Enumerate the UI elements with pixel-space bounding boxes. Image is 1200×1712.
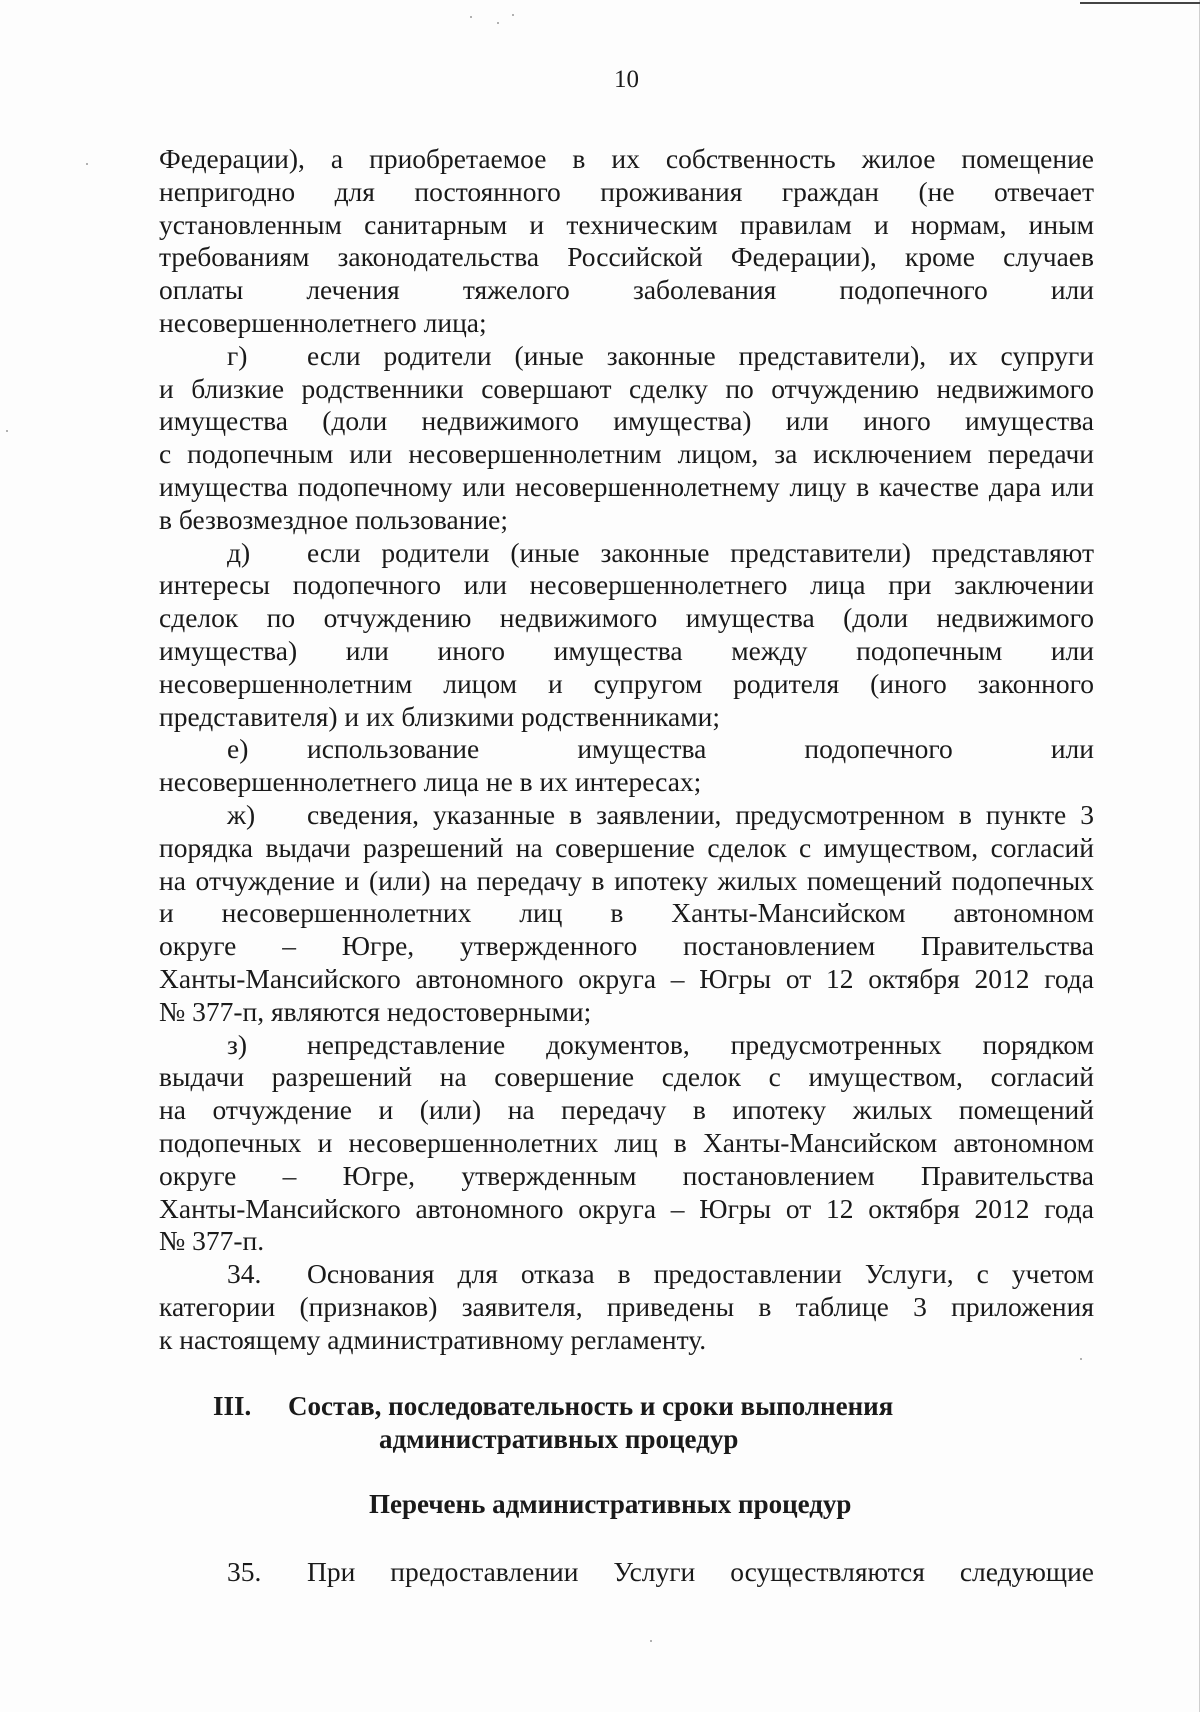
text-line <box>159 1160 1094 1193</box>
text-line <box>159 307 1094 340</box>
text-line <box>159 209 1094 242</box>
text-line <box>159 799 1094 832</box>
text-line <box>159 996 1094 1029</box>
item-marker: 35. <box>227 1556 262 1587</box>
line-text: имущества (доли недвижимого имущества) или иного имущества <box>159 405 1094 437</box>
item-marker: е) <box>227 733 249 765</box>
line-text: Ханты-Мансийского автономного округа – Югры от 12 октября 2012 года <box>159 962 1094 994</box>
line-text: требованиям законодательства Российской Федерации), кроме случаев <box>159 241 1094 273</box>
line-text: интересы подопечного или несовершеннолетнего лица при заключении <box>159 569 1094 601</box>
scan-speck <box>1080 1358 1082 1360</box>
text-line <box>159 733 1094 766</box>
text-line <box>159 930 1094 963</box>
line-text: Федерации), а приобретаемое в их собственность жилое помещение <box>159 143 1094 174</box>
page-number: 10 <box>614 66 639 93</box>
section-number: III. <box>213 1391 252 1421</box>
text-line <box>159 897 1094 930</box>
scan-speck <box>497 22 499 24</box>
text-line <box>159 865 1094 898</box>
line-text: При предоставлении Услуги осуществляются следующие <box>307 1556 1094 1587</box>
text-line <box>159 241 1094 274</box>
text-line <box>159 537 1094 570</box>
subsection-title: Перечень административных процедур <box>369 1489 852 1519</box>
text-line <box>159 1127 1094 1160</box>
text-line <box>159 635 1094 668</box>
item-marker: ж) <box>227 798 256 830</box>
line-text: на отчуждение и (или) на передачу в ипотеку жилых помещений подопечных <box>159 864 1094 896</box>
body-text <box>159 143 1094 1356</box>
line-text: и несовершеннолетних лиц в Ханты-Мансийском автономном <box>159 897 1094 929</box>
item-marker: г) <box>227 339 248 371</box>
scan-speck <box>6 430 8 432</box>
line-text: выдачи разрешений на совершение сделок с имуществом, согласий <box>159 1061 1094 1093</box>
scan-speck <box>470 16 472 18</box>
line-text: имущества) или иного имущества между подопечным или <box>159 634 1094 666</box>
line-text: сделок по отчуждению недвижимого имущества (доли недвижимого <box>159 602 1094 634</box>
line-text: на отчуждение и (или) на передачу в ипотеку жилых помещений <box>159 1094 1094 1126</box>
line-text: имущества подопечному или несовершеннолетнему лицу в качестве дара или <box>159 470 1094 502</box>
line-text: непредставление документов, предусмотренных порядком <box>307 1028 1094 1060</box>
line-text: установленным санитарным и техническим правилам и нормам, иным <box>159 208 1094 240</box>
text-line <box>159 832 1094 865</box>
line-text: к настоящему административному регламенту. <box>159 1323 707 1355</box>
text-line <box>159 1556 1094 1589</box>
text-line <box>159 1029 1094 1062</box>
text-line <box>159 569 1094 602</box>
text-line <box>159 1225 1094 1258</box>
line-text: использование имущества подопечного или <box>307 733 1094 765</box>
line-text: и близкие родственники совершают сделку по отчуждению недвижимого <box>159 372 1094 404</box>
text-line <box>159 373 1094 406</box>
text-line <box>159 340 1094 373</box>
text-line <box>159 1291 1094 1324</box>
line-text: представителя) и их близкими родственниками; <box>159 700 721 732</box>
line-text: если родители (иные законные представители), их супруги <box>307 339 1094 371</box>
text-line <box>159 274 1094 307</box>
line-text: Основания для отказа в предоставлении Услуги, с учетом <box>307 1258 1094 1290</box>
text-line <box>159 1324 1094 1357</box>
line-text: подопечных и несовершеннолетних лиц в Ханты-Мансийском автономном <box>159 1126 1094 1158</box>
line-text: № 377-п. <box>159 1225 265 1257</box>
item-marker: 34. <box>227 1258 262 1290</box>
line-text: непригодно для постоянного проживания граждан (не отвечает <box>159 175 1094 207</box>
text-line <box>159 1061 1094 1094</box>
line-text: несовершеннолетнего лица; <box>159 306 487 338</box>
scan-top-line <box>1080 2 1200 4</box>
section-title-line-1: Состав, последовательность и сроки выполнения <box>288 1391 894 1421</box>
line-text: с подопечным или несовершеннолетним лицом, за исключением передачи <box>159 438 1094 470</box>
text-line <box>159 1193 1094 1226</box>
line-text: категории (признаков) заявителя, приведены в таблице 3 приложения <box>159 1290 1094 1322</box>
line-text: несовершеннолетнего лица не в их интересах; <box>159 766 702 798</box>
line-text: оплаты лечения тяжелого заболевания подопечного или <box>159 274 1094 306</box>
scan-speck <box>86 163 88 165</box>
text-line <box>159 1094 1094 1127</box>
text-line <box>159 1258 1094 1291</box>
line-text: порядка выдачи разрешений на совершение сделок с имуществом, согласий <box>159 831 1094 863</box>
text-line <box>159 701 1094 734</box>
scan-speck <box>650 1640 652 1642</box>
text-line <box>159 471 1094 504</box>
section-title-line-2: административных процедур <box>379 1424 739 1454</box>
text-line <box>159 766 1094 799</box>
line-text: несовершеннолетним лицом и супругом родителя (иного законного <box>159 667 1094 699</box>
text-line <box>159 668 1094 701</box>
text-line <box>159 963 1094 996</box>
line-text: округе – Югре, утвержденного постановлением Правительства <box>159 930 1094 962</box>
text-line <box>159 405 1094 438</box>
text-line <box>159 176 1094 209</box>
text-line <box>159 602 1094 635</box>
line-text: если родители (иные законные представители) представляют <box>307 536 1094 568</box>
paragraph-35 <box>159 1556 1094 1589</box>
line-text: в безвозмездное пользование; <box>159 503 509 535</box>
scan-speck <box>512 14 514 16</box>
text-line <box>159 438 1094 471</box>
line-text: № 377-п, являются недостоверными; <box>159 995 592 1027</box>
line-text: округе – Югре, утвержденным постановлением Правительства <box>159 1159 1094 1191</box>
item-marker: з) <box>227 1028 248 1060</box>
line-text: Ханты-Мансийского автономного округа – Югры от 12 октября 2012 года <box>159 1192 1094 1224</box>
text-line <box>159 504 1094 537</box>
line-text: сведения, указанные в заявлении, предусмотренном в пункте 3 <box>307 798 1094 830</box>
item-marker: д) <box>227 536 251 568</box>
text-line <box>159 143 1094 176</box>
